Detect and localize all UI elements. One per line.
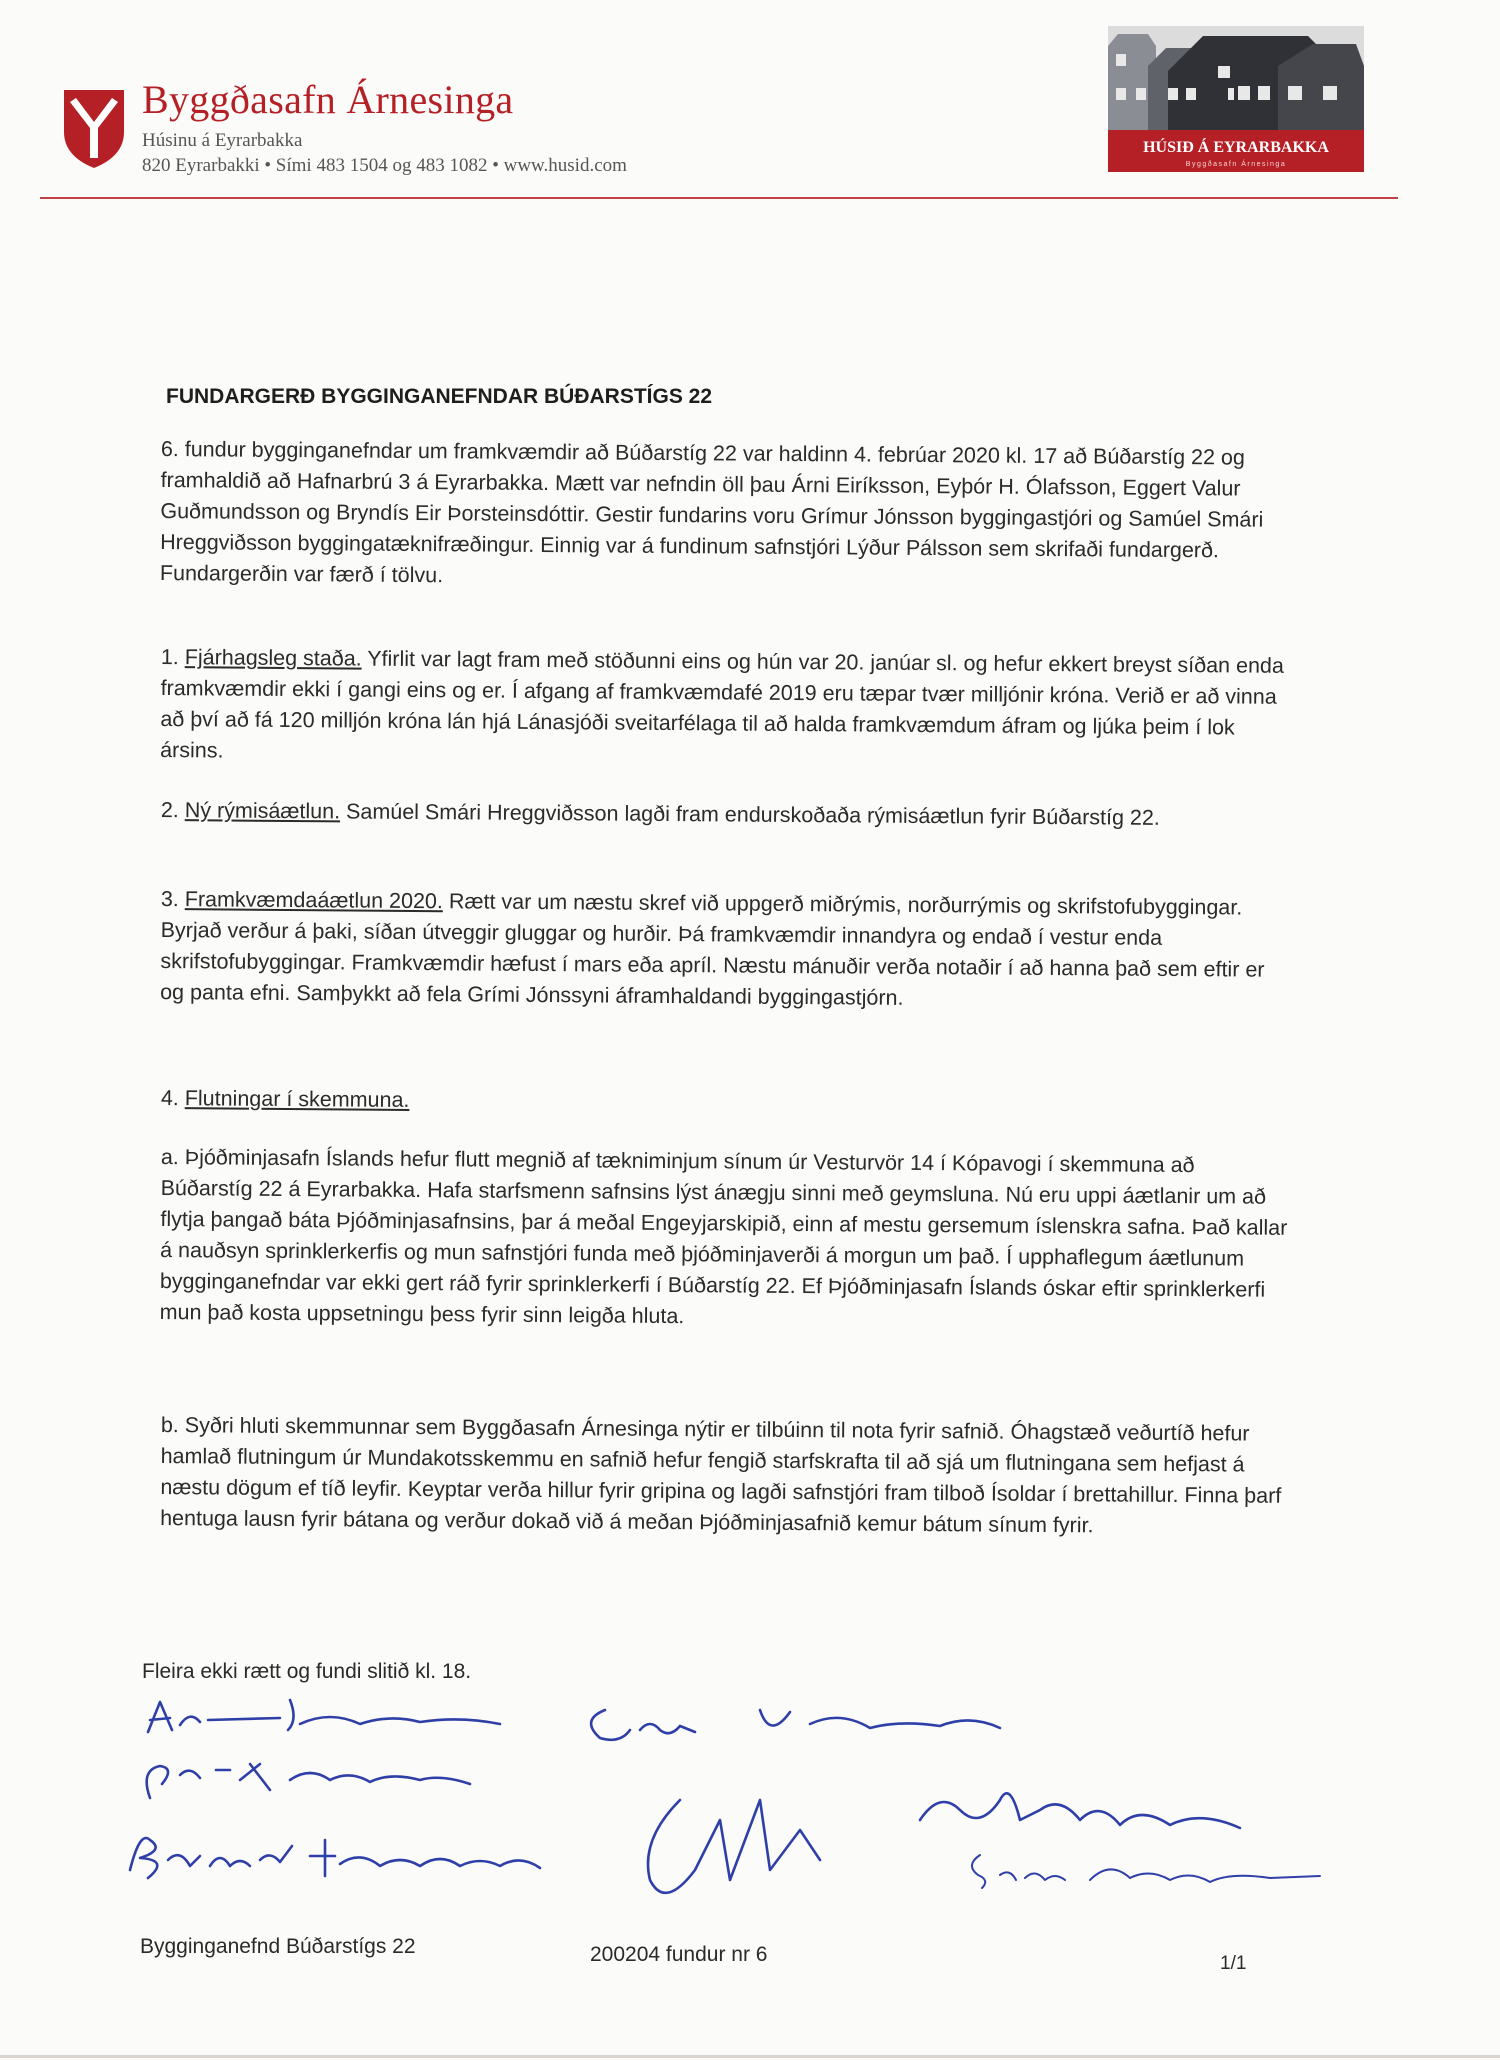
signature-arni	[148, 1700, 500, 1732]
item-heading: Fjárhagsleg staða.	[184, 645, 362, 671]
document-title: FUNDARGERÐ BYGGINGANEFNDAR BÚÐARSTÍGS 22	[166, 385, 713, 408]
page-edge	[0, 2055, 1500, 2058]
agenda-item-2	[161, 795, 1291, 835]
intro-paragraph: 6. fundur bygginganefndar um framkvæmdir að Búðarstíg 22 var haldinn 4. febrúar 2020 kl. 17 að Búðarstíg 22 og framhaldið að Hafnarbrú 3 á Eyrarbakka. Mætt var nefndin öll þau Árni Eiríksson, Eyþór H. Ólafsson, Eggert Valur Guðmundsson og Bryndís Eir Þorsteinsdóttir. Gestir fundarins voru Grímur Jónsson byggingastjóri og Samúel Smári Hreggviðsson byggingatæknifræðingur. Einnig var á fundinum safnstjóri Lýður Pálsson sem skrifaði fundargerð. Fundargerðin var færð í tölvu.	[159, 436, 1264, 588]
signature-eggert	[591, 1710, 1000, 1740]
item-text: Yfirlit var lagt fram með stöðunni eins og hún var 20. janúar sl. og hefur ekkert breyst síðan enda framkvæmdir ekki í gangi eins og er. Í afgang af framkvæmdafé 2019 eru tæpar tvær milljónir króna. Verið er að vinna að því að fá 120 milljón króna lán hjá Lánasjóði sveitarfélaga til að halda framkvæmdum áfram og ljúka þeim í lok ársins.	[160, 646, 1284, 763]
agenda-item-4	[161, 1083, 1291, 1123]
item-heading: Ný rýmisáætlun.	[184, 798, 341, 824]
footer-page-number: 1/1	[1220, 1953, 1247, 1974]
house-logo	[1108, 26, 1364, 172]
signature-lydur	[920, 1793, 1240, 1828]
agenda-item-1	[160, 642, 1291, 775]
agenda-item-3	[160, 884, 1291, 1017]
item-text: Samúel Smári Hreggviðsson lagði fram endurskoðaða rýmisáætlun fyrir Búðarstíg 22.	[340, 799, 1160, 830]
house-logo-caption: HÚSIÐ Á EYRARBAKKA	[1143, 139, 1329, 156]
org-contact: 820 Eyrarbakki • Sími 483 1504 og 483 1082 • www.husid.com	[142, 155, 627, 176]
item-number: 3.	[160, 886, 179, 912]
footer-meeting-ref: 200204 fundur nr 6	[590, 1943, 768, 1966]
closing-line: Fleira ekki rætt og fundi slitið kl. 18.	[142, 1660, 472, 1683]
signature-eythor	[147, 1764, 470, 1798]
subitem-a: a. Þjóðminjasafn Íslands hefur flutt megnið af tækniminjum sínum úr Vesturvör 14 í Kópavogi í skemmuna að Búðarstíg 22 á Eyrarbakka. Hafa starfsmenn safnsins lýst ánægju sinni með geymsluna. Nú eru uppi áætlanir um að flytja þangað báta Þjóðminjasafnsins, þar á meðal Engeyjarskipið, einn af mestu gersemum íslenskra safna. Það kallar á nauðsyn sprinklerkerfis og mun safnstjóri funda með þjóðminjaverði á morgun um það. Í upphaflegum áætlunum bygginganefndar var ekki gert ráð fyrir sprinklerkerfi í Búðarstíg 22. Ef Þjóðminjasafn Íslands óskar eftir sprinklerkerfi mun það kosta uppsetningu þess fyrir sinn leigða hluta.	[159, 1144, 1288, 1329]
letterhead-rule	[40, 197, 1398, 199]
item-heading: Flutningar í skemmuna.	[184, 1086, 410, 1112]
house-logo-subcaption: Byggðasafn Árnesinga	[1185, 161, 1287, 168]
signature-grimur	[648, 1800, 820, 1893]
org-subtitle: Húsinu á Eyrarbakka	[142, 130, 303, 151]
item-number: 4.	[160, 1085, 179, 1111]
item-number: 2.	[160, 797, 179, 823]
org-name: Byggðasafn Árnesinga	[142, 77, 514, 122]
item-heading: Framkvæmdaáætlun 2020.	[184, 887, 444, 914]
signature-samuel	[972, 1855, 1320, 1888]
museum-shield-logo	[62, 88, 126, 170]
subitem-b: b. Syðri hluti skemmunnar sem Byggðasafn Árnesinga nýtir er tilbúinn til nota fyrir safnið. Óhagstæð veðurtíð hefur hamlað flutningum úr Mundakotsskemmu en safnið hefur fengið starfskrafta til að sjá um flutningana sem hefjast á næstu dögum ef tíð leyfir. Keyptar verða hillur fyrir gripina og lagði safnstjóri fram tilboð Ísoldar í brettahillur. Finna þarf hentuga lausn fyrir bátana og verður dokað við á meðan Þjóðminjasafnið kemur bátum sínum fyrir.	[160, 1412, 1282, 1538]
item-text: Rætt var um næstu skref við uppgerð miðrýmis, norðurrýmis og skrifstofubyggingar. Byrjað verður á þaki, síðan útveggir gluggar og hurðir. Þá framkvæmdir innandyra og endað í vestur enda skrifstofubyggingar. Framkvæmdir hæfust í mars eða apríl. Næstu mánuðir verða notaðir í að hanna það sem eftir er og panta efni. Samþykkt að fela Grími Jónssyni áframhaldandi byggingastjórn.	[160, 889, 1265, 1010]
footer-committee: Bygginganefnd Búðarstígs 22	[140, 1935, 416, 1958]
item-number: 1.	[160, 644, 179, 670]
signatures	[120, 1680, 1420, 1920]
signature-bryndis	[130, 1838, 540, 1878]
